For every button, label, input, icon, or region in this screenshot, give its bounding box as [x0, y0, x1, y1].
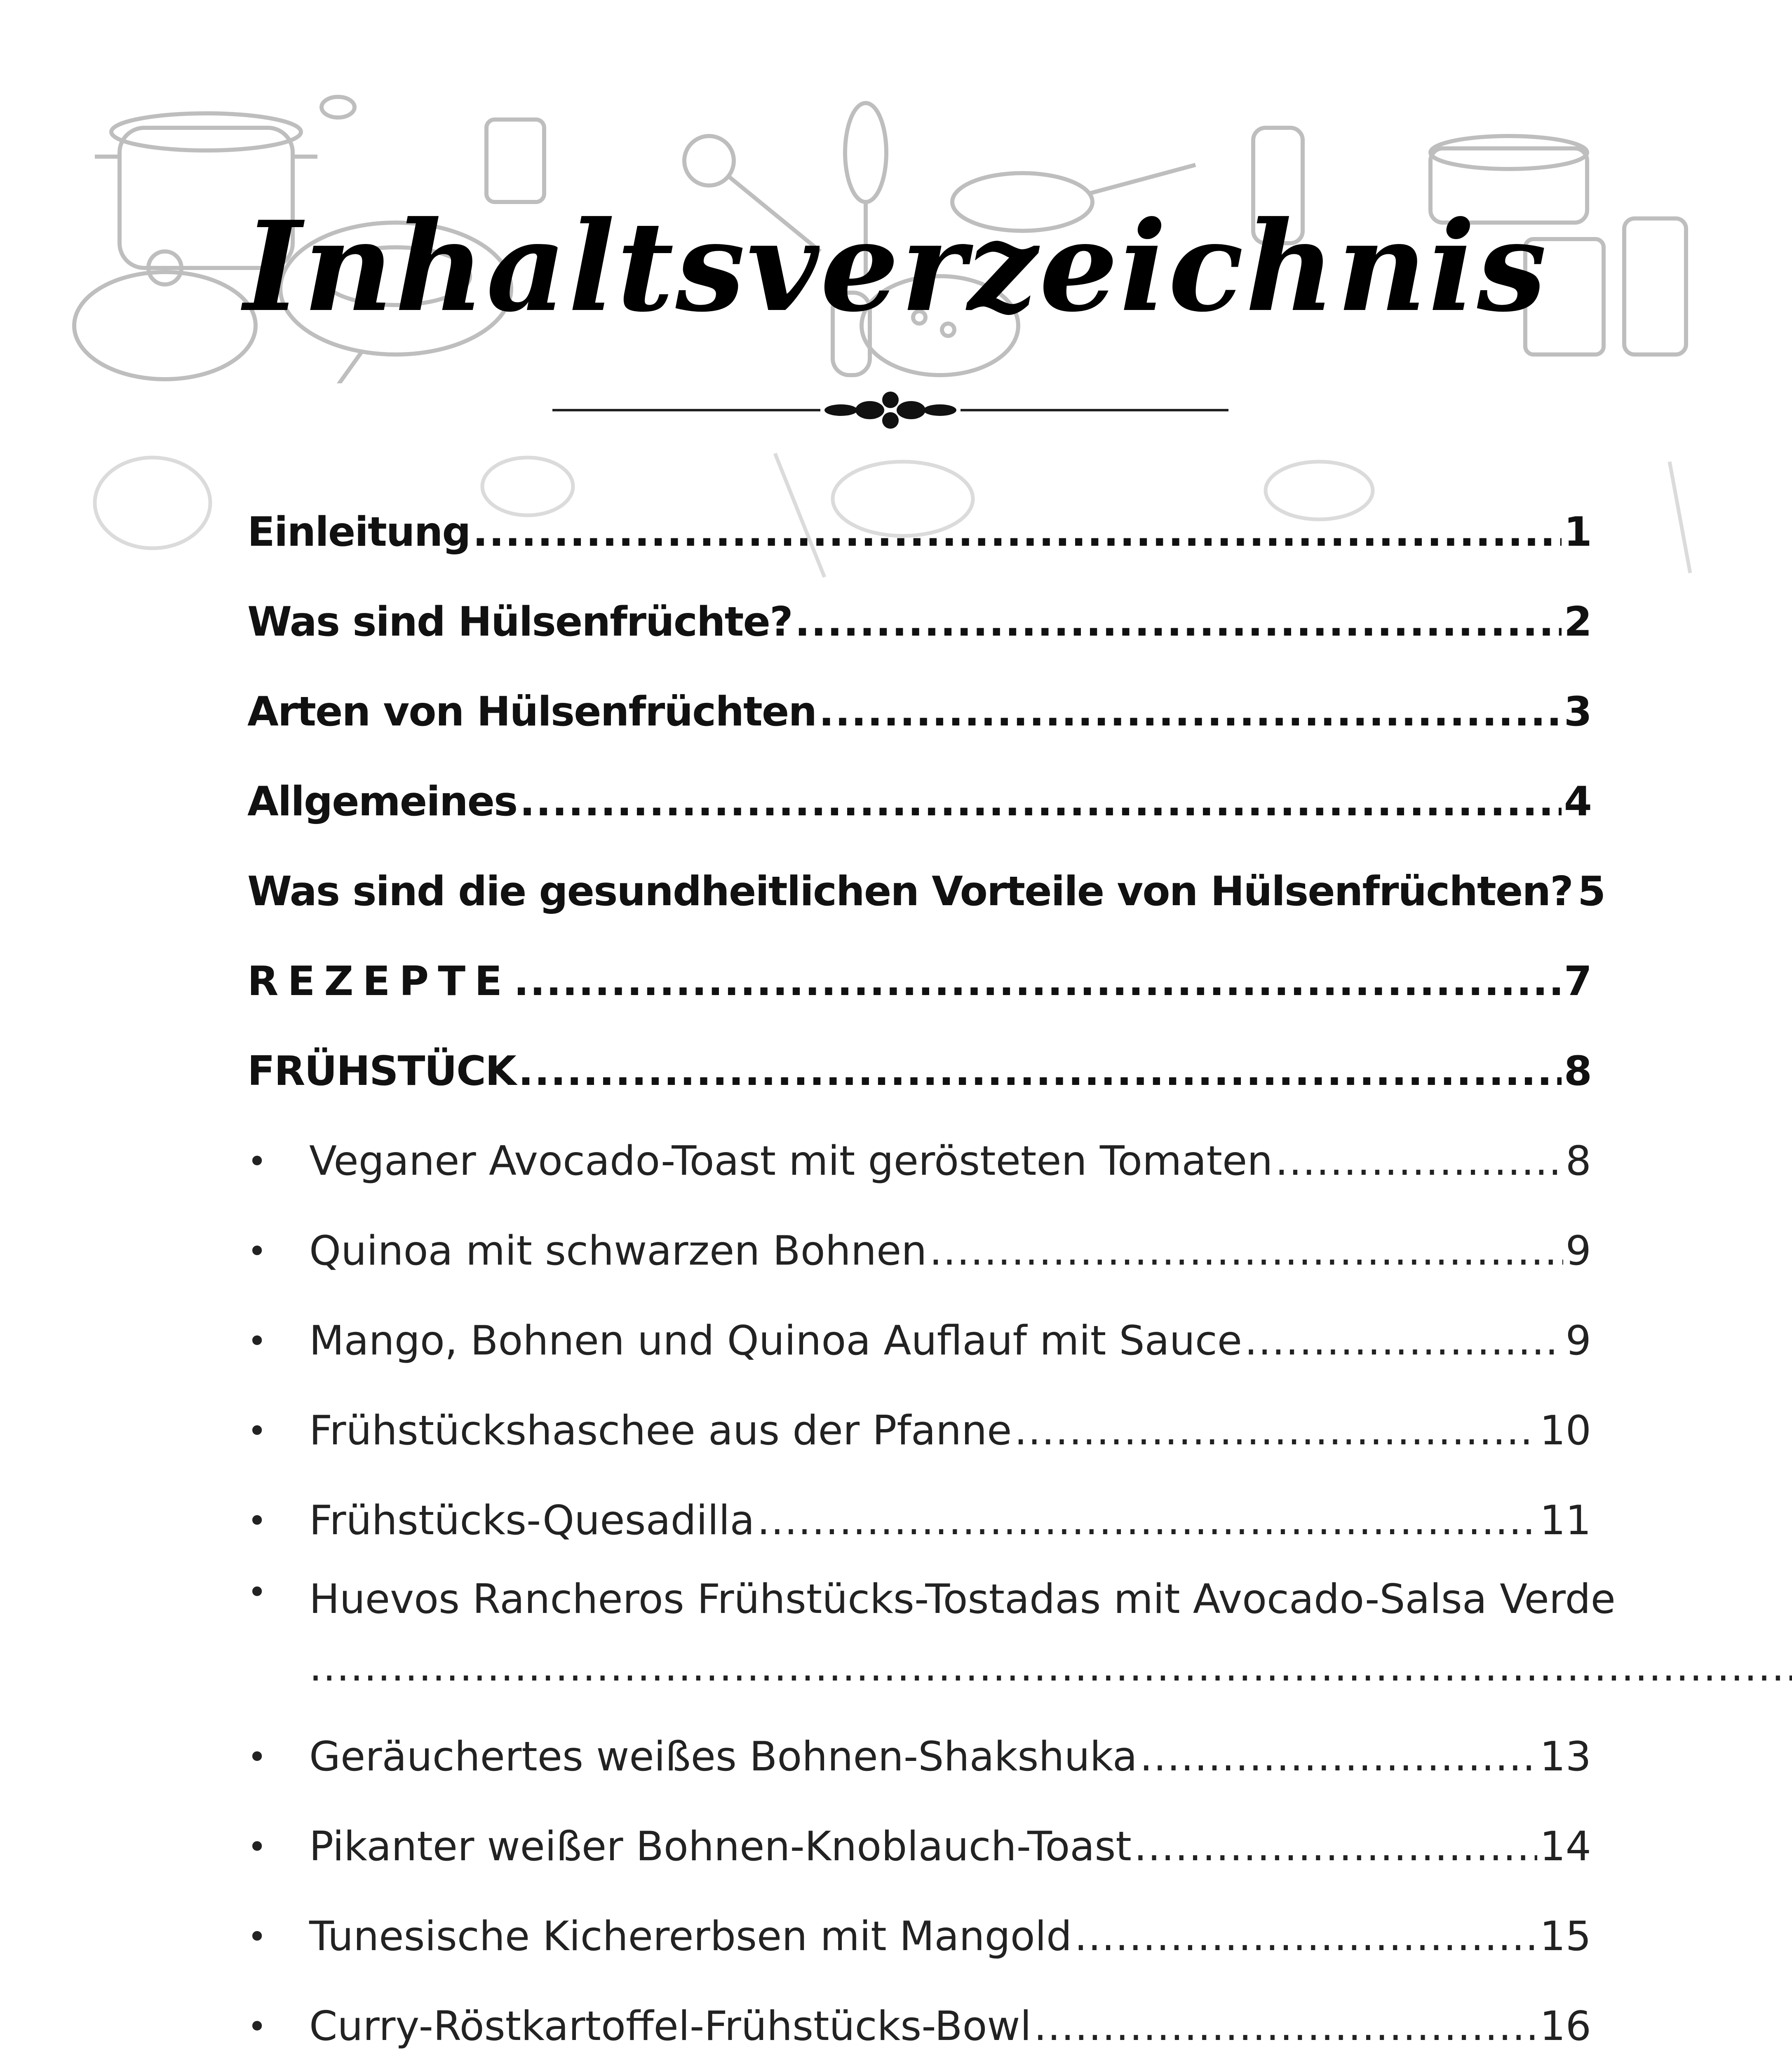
- dot-leader: [1134, 1823, 1537, 1870]
- dot-leader: [929, 1228, 1563, 1275]
- bullet-icon: •: [247, 1232, 267, 1270]
- toc-recipe-entry[interactable]: • Mango, Bohnen und Quinoa Auflauf mit Sauce ..... 9: [247, 1275, 1591, 1364]
- toc-recipe-entry[interactable]: • Veganer Avocado-Toast mit gerösteten Tomaten ..... 8: [247, 1095, 1591, 1185]
- toc-recipe-entry[interactable]: [247, 2050, 1591, 2061]
- page-title: Inhaltsverzeichnis: [244, 194, 1548, 339]
- dot-leader: [519, 778, 1561, 825]
- toc-entry-allgemeines[interactable]: Allgemeines ..... 4: [247, 735, 1591, 825]
- dot-leader: [819, 688, 1562, 735]
- toc-recipe-entry[interactable]: • Frühstückshaschee aus der Pfanne ..... 10: [247, 1364, 1591, 1454]
- toc-recipe-entry[interactable]: • Geräuchertes weißes Bohnen-Shakshuka ..... 13: [247, 1690, 1591, 1780]
- title-divider-ornament: [552, 387, 1228, 433]
- dot-leader: [1275, 1138, 1563, 1185]
- dot-leader: [1140, 1733, 1538, 1780]
- toc-recipe-entry-wrapped[interactable]: • Huevos Rancheros Frühstücks-Tostadas mit Avocado-Salsa Verde .....: [247, 1544, 1591, 1690]
- bullet-icon: •: [247, 1918, 267, 1956]
- toc-recipe-entry[interactable]: • Curry-Röstkartoffel-Frühstücks-Bowl ..... 16: [247, 1960, 1591, 2050]
- bullet-icon: •: [247, 1738, 267, 1776]
- dot-leader: [757, 1497, 1538, 1544]
- bullet-icon: •: [247, 1573, 267, 1611]
- dot-leader: [1014, 1407, 1537, 1454]
- dot-leader: [518, 1048, 1562, 1095]
- toc-entry-arten[interactable]: Arten von Hülsenfrüchten ..... 3: [247, 646, 1591, 735]
- bullet-icon: •: [247, 1502, 267, 1540]
- toc-recipe-entry[interactable]: • Frühstücks-Quesadilla ..... 11: [247, 1454, 1591, 1544]
- toc-recipe-entry[interactable]: • Quinoa mit schwarzen Bohnen ..... 9: [247, 1185, 1591, 1275]
- dot-leader: [1074, 1913, 1537, 1960]
- bullet-icon: •: [247, 1412, 267, 1450]
- dot-leader: [1245, 1317, 1563, 1364]
- bullet-icon: •: [247, 1142, 267, 1181]
- bullet-icon: •: [247, 1322, 267, 1360]
- dot-leader: [514, 958, 1562, 1005]
- table-of-contents: [247, 466, 1616, 2061]
- toc-recipe-entry[interactable]: • Pikanter weißer Bohnen-Knoblauch-Toast ..... 14: [247, 1780, 1591, 1870]
- dot-leader: [1034, 2003, 1537, 2050]
- toc-entry-was-sind-huelsenfruechte[interactable]: Was sind Hülsenfrüchte? ..... 2: [247, 556, 1591, 646]
- toc-entry-fruehstueck[interactable]: FRÜHSTÜCK ..... 8: [247, 1005, 1591, 1095]
- toc-entry-einleitung[interactable]: Einleitung ..... 1: [247, 466, 1591, 556]
- bullet-icon: •: [247, 1828, 267, 1866]
- toc-entry-rezepte[interactable]: REZEPTE ..... 7: [247, 915, 1591, 1005]
- toc-entry-vorteile[interactable]: Was sind die gesundheitlichen Vorteile von Hülsenfrüchten? 5: [247, 868, 1605, 915]
- dot-leader: [473, 509, 1562, 556]
- toc-recipe-entry[interactable]: • Tunesische Kichererbsen mit Mangold ..... 15: [247, 1870, 1591, 1960]
- dot-leader: [795, 599, 1562, 646]
- dot-leader: [309, 1643, 1792, 1690]
- cup-icon: [486, 120, 544, 202]
- bullet-icon: •: [247, 2007, 267, 2046]
